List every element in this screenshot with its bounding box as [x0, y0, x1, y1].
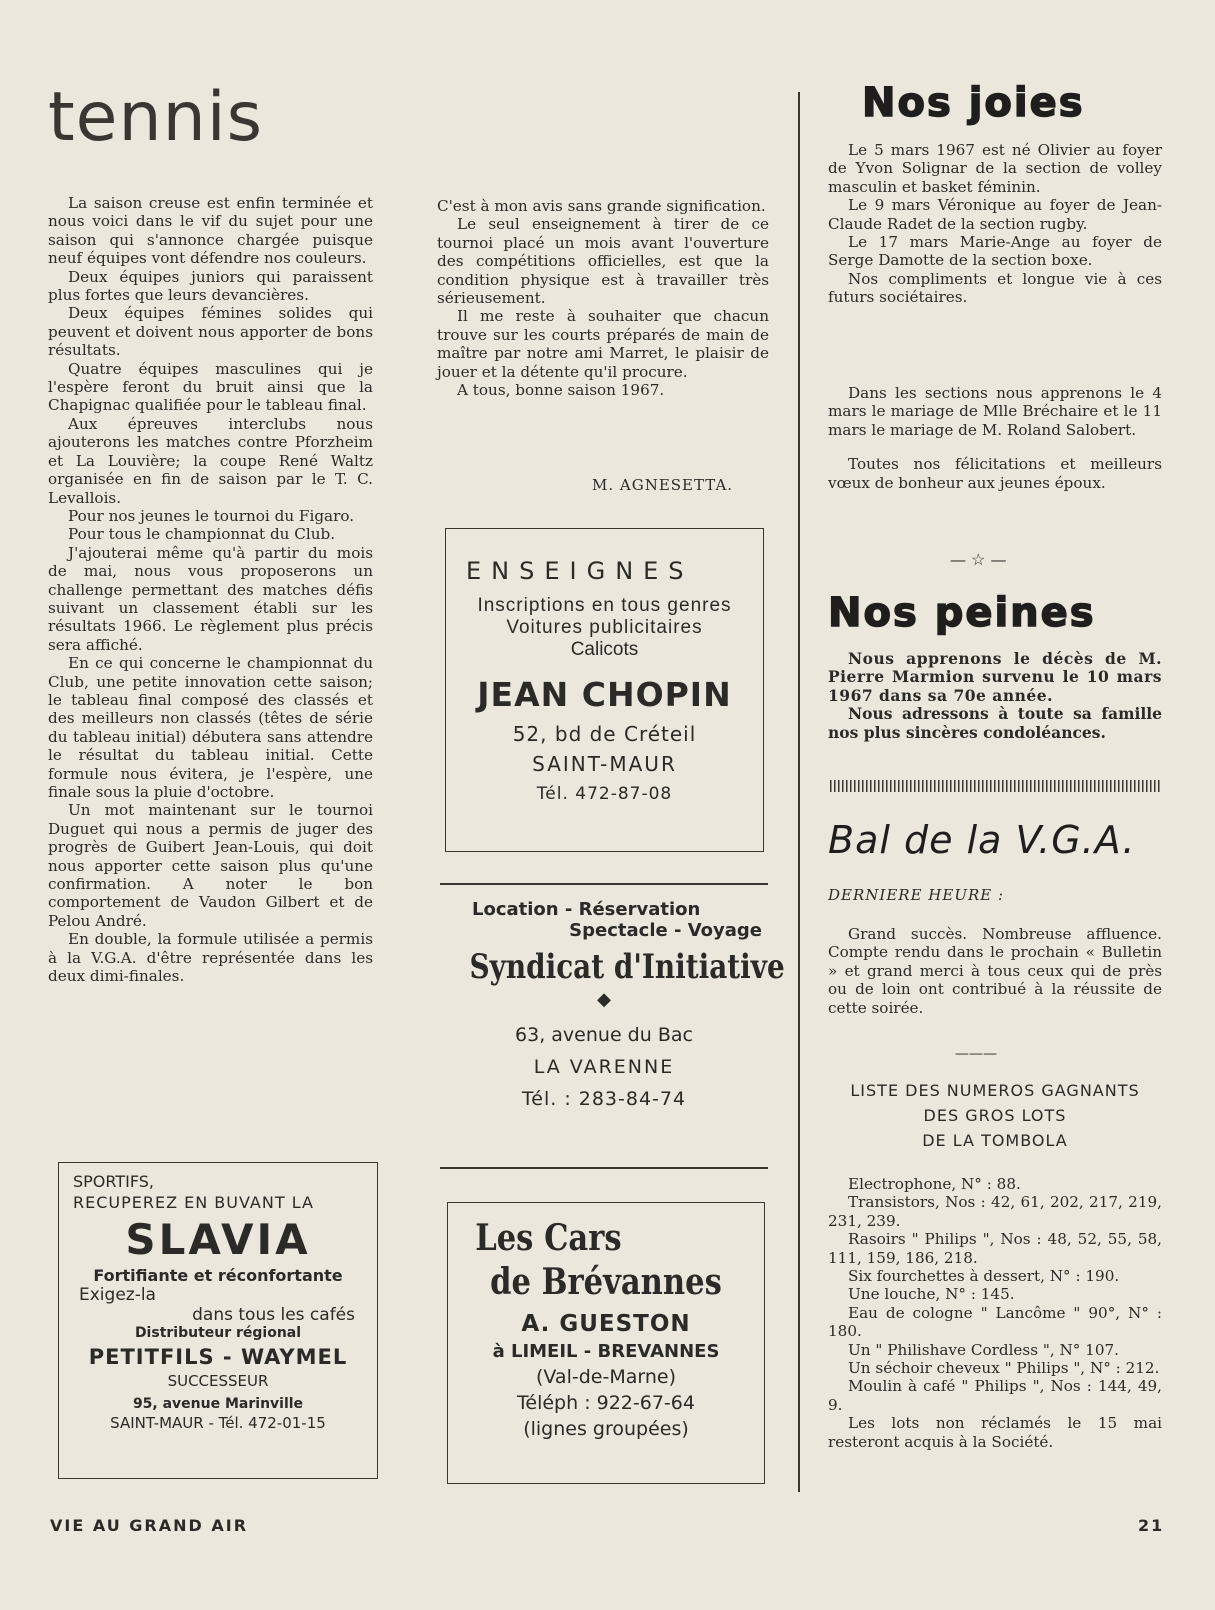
ad-line: Tél. : 283-84-74: [521, 1088, 687, 1110]
ad-line: Téléph : 922-67-64: [517, 1392, 695, 1414]
paragraph: En double, la formule utilisée a permis à la V.G.A. d'être représentée dans les deux dimi-finales.: [48, 930, 373, 986]
paragraph: A tous, bonne saison 1967.: [457, 381, 665, 400]
ad-cars: [447, 1202, 765, 1484]
paragraph: Aux épreuves interclubs nous ajouterons les matches contre Pforzheim et La Louvière; la coupe René Waltz organisée en fin de saison par le T. C. Levallois.: [48, 414, 373, 507]
ad-syndicat: [440, 885, 785, 1165]
ad-line: Tél. 472-87-08: [536, 784, 673, 804]
joies-text: [828, 141, 1162, 307]
paragraph: Nos compliments et longue vie à ces futurs sociétaires.: [828, 269, 1162, 307]
section-title-joies: Nos joies: [862, 80, 1085, 126]
ad-slavia: [58, 1162, 378, 1479]
ad-line: Calicots: [570, 639, 639, 660]
paragraph: Le 17 mars Marie-Ange au foyer de Serge Damotte de la section boxe.: [828, 233, 1162, 270]
ad-line: RECUPEREZ EN BUVANT LA: [73, 1193, 314, 1212]
paragraph: Pour tous le championnat du Club.: [68, 525, 336, 544]
heading-line: LISTE DES NUMEROS GAGNANTS: [850, 1081, 1140, 1100]
ad-name: Syndicat d'Initiative: [469, 947, 785, 987]
list-item: Un séchoir cheveux " Philips ", N° : 212.: [848, 1359, 1160, 1378]
paragraph: La saison creuse est enfin terminée et nous voici dans le vif du sujet pour une saison qui s'annonce chargée puisque neuf équipes vont défendre nos couleurs.: [48, 194, 373, 268]
list-item: Eau de cologne " Lancôme " 90°, N° : 180.: [828, 1303, 1162, 1341]
heading-line: DES GROS LOTS: [923, 1106, 1067, 1125]
page-number: 21: [1138, 1516, 1165, 1535]
ad-line: Exigez-la: [79, 1285, 156, 1305]
list-item: Transistors, Nos : 42, 61, 202, 217, 219, 231, 239.: [828, 1193, 1162, 1230]
ad-line: (lignes groupées): [523, 1418, 689, 1440]
list-item: Moulin à café " Philips ", Nos : 144, 49, 9.: [828, 1377, 1162, 1414]
paragraph: Quatre équipes masculines qui je l'espère feront du bruit ainsi que la Chapignac qualifiée pour le tableau final.: [48, 359, 373, 415]
paragraph: Dans les sections nous apprenons le 4 mars le mariage de Mlle Bréchaire et le 11 mars le mariage de M. Roland Salobert.: [828, 384, 1162, 439]
ad-line: dans tous les cafés: [192, 1305, 355, 1325]
signature: M. AGNESETTA.: [592, 476, 734, 494]
diamond-icon: ◆: [597, 989, 611, 1010]
paragraph: C'est à mon avis sans grande signification.: [437, 197, 766, 215]
ad-line: Voitures publicitaires: [506, 617, 703, 638]
ad-line: Inscriptions en tous genres: [477, 595, 732, 616]
list-item: Electrophone, N° : 88.: [848, 1175, 1021, 1193]
ad-line: SUCCESSEUR: [167, 1372, 269, 1390]
ad-line: à LIMEIL - BREVANNES: [492, 1341, 720, 1362]
ad-line: Fortifiante et réconfortante: [93, 1266, 343, 1285]
ad-line: Location - Réservation: [472, 899, 701, 920]
ad-line: Distributeur régional: [134, 1325, 302, 1341]
paragraph: Le 5 mars 1967 est né Olivier au foyer de Yvon Solignar de la section de volley masculin et basket féminin.: [828, 141, 1162, 196]
ad-line: SAINT-MAUR - Tél. 472-01-15: [110, 1414, 326, 1432]
ad-line: (Val-de-Marne): [536, 1366, 676, 1388]
tennis-column-2: [437, 197, 769, 399]
bal-subtitle: DERNIERE HEURE :: [828, 886, 1005, 904]
ad-line: 63, avenue du Bac: [515, 1024, 693, 1046]
ad-line: Les Cars: [475, 1217, 622, 1259]
tombola-list: [828, 1175, 1162, 1451]
paragraph: Il me reste à souhaiter que chacun trouve sur les courts préparés de main de maître par notre ami Marret, le plaisir de jouer et la détente qu'il procure.: [437, 307, 769, 381]
tennis-column-1: [48, 194, 373, 985]
paragraph: Nous adressons à toute sa famille nos plus sincères condoléances.: [828, 704, 1162, 742]
ad-line: 52, bd de Créteil: [512, 722, 697, 746]
ad-enseignes: [445, 528, 764, 852]
dash-separator: ———: [955, 1046, 997, 1062]
bal-text: [828, 925, 1162, 1017]
paragraph: J'ajouterai même qu'à partir du mois de mai, nous vous proposerons un challenge permettant des matches défis suivant un classement établi sur les résultats 1966. Le règlement plus précis sera affiché.: [48, 543, 373, 654]
paragraph: Pour nos jeunes le tournoi du Figaro.: [68, 506, 355, 525]
paragraph: Toutes nos félicitations et meilleurs vœux de bonheur aux jeunes époux.: [828, 455, 1162, 492]
ad-line: Spectacle - Voyage: [569, 920, 762, 941]
page-title: tennis: [48, 78, 264, 157]
paragraph: Le seul enseignement à tirer de ce tournoi placé un mois avant l'ouverture des compétitions officielles, est que la condition physique est à travailler très sérieusement.: [437, 215, 769, 308]
ad-line: SAINT-MAUR: [532, 752, 677, 776]
section-title-peines: Nos peines: [828, 590, 1096, 636]
list-item: Six fourchettes à dessert, N° : 190.: [848, 1267, 1120, 1286]
paragraph: Nous apprenons le décès de M. Pierre Marmion survenu le 10 mars 1967 dans sa 70e année.: [828, 649, 1162, 705]
ad-line: 95, avenue Marinville: [132, 1396, 304, 1412]
ad-line: LA VARENNE: [533, 1056, 675, 1078]
ad-brand: SLAVIA: [125, 1215, 311, 1264]
peines-text: [828, 650, 1162, 742]
paragraph: Deux équipes fémines solides qui peuvent et doivent nous apporter de bons résultats.: [48, 304, 373, 360]
ad-title: ENSEIGNES: [466, 557, 694, 585]
paragraph: Grand succès. Nombreuse affluence. Compte rendu dans le prochain « Bulletin » et grand merci à tous ceux qui de près ou de loin ont contribué à la réussite de cette soirée.: [828, 925, 1162, 1017]
section-title-bal: Bal de la V.G.A.: [828, 818, 1136, 862]
star-separator: — ☆ —: [950, 550, 1007, 569]
ad-name: A. GUESTON: [521, 1311, 691, 1337]
footer-publication: VIE AU GRAND AIR: [50, 1516, 249, 1535]
ad-company: PETITFILS - WAYMEL: [88, 1345, 348, 1369]
list-item: Les lots non réclamés le 15 mai resteront acquis à la Société.: [828, 1414, 1162, 1451]
joies-text-2: [828, 384, 1162, 492]
ad-name: JEAN CHOPIN: [477, 675, 732, 714]
heading-line: DE LA TOMBOLA: [922, 1131, 1068, 1150]
list-item: Un " Philishave Cordless ", N° 107.: [848, 1340, 1119, 1359]
paragraph: Deux équipes juniors qui paraissent plus fortes que leurs devancières.: [48, 267, 373, 305]
hatched-divider: [830, 780, 1162, 792]
ad-line: SPORTIFS,: [73, 1172, 155, 1191]
list-item: Une louche, N° : 145.: [848, 1285, 1015, 1304]
ad-line: de Brévannes: [490, 1261, 722, 1303]
list-item: Rasoirs " Philips ", Nos : 48, 52, 55, 58, 111, 159, 186, 218.: [828, 1230, 1162, 1267]
paragraph: Un mot maintenant sur le tournoi Duguet qui nous a permis de juger des progrès de Guibert Jean-Louis, qui doit nous apporter cette saison plus qu'une confirmation. A noter le bon comportement de Vaudon Gilbert et de Pelou André.: [48, 801, 373, 930]
paragraph: En ce qui concerne le championnat du Club, une petite innovation cette saison; le tableau final composé des classés et des meilleurs non classés (têtes de série du tableau initial) débutera sans attendre le résultat du tableau initial. Cette formule nous évitera, je l'espère, une finale sous la pluie d'octobre.: [48, 654, 373, 801]
paragraph: Le 9 mars Véronique au foyer de Jean-Claude Radet de la section rugby.: [828, 196, 1162, 233]
tombola-heading: [822, 1078, 1168, 1153]
